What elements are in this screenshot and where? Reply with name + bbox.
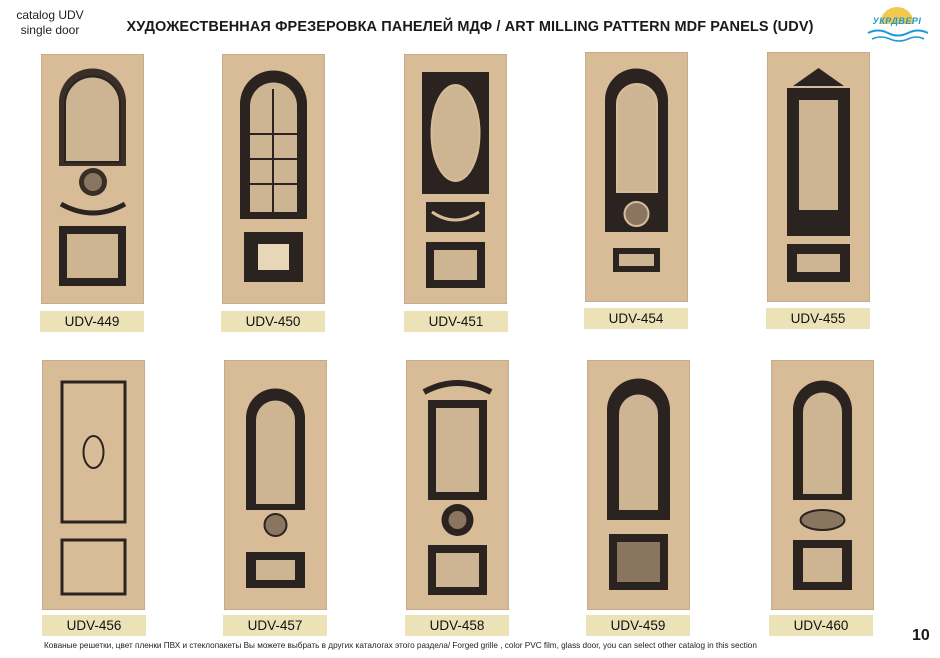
- door-udv-456: [42, 360, 145, 610]
- door-460-illustration: [771, 360, 874, 610]
- door-label: UDV-458: [405, 615, 509, 636]
- sun-logo-icon: [866, 6, 928, 46]
- catalog-line-2: single door: [20, 23, 80, 37]
- door-449-illustration: [41, 54, 144, 304]
- page-number: 10: [912, 627, 930, 644]
- door-udv-450: [222, 54, 325, 304]
- brand-logo: [866, 6, 928, 46]
- door-450-illustration: [222, 54, 325, 304]
- door-label: UDV-459: [586, 615, 690, 636]
- door-451-illustration: [404, 54, 507, 304]
- footer-note: Кованые решетки, цвет пленки ПВХ и стеклопакеты Вы можете выбрать в других каталогах этого раздела/ Forged grille , color PVC film, glass door, you can select other catalog in this section: [44, 641, 757, 650]
- door-457-illustration: [224, 360, 327, 610]
- door-label: UDV-449: [40, 311, 144, 332]
- door-label: UDV-457: [223, 615, 327, 636]
- door-456-illustration: [42, 360, 145, 610]
- door-udv-460: [771, 360, 874, 610]
- door-455-illustration: [767, 52, 870, 302]
- door-udv-451: [404, 54, 507, 304]
- door-label: UDV-454: [584, 308, 688, 329]
- door-454-illustration: [585, 52, 688, 302]
- door-label: UDV-460: [769, 615, 873, 636]
- door-459-illustration: [587, 360, 690, 610]
- door-udv-454: [585, 52, 688, 302]
- door-458-illustration: [406, 360, 509, 610]
- door-label: UDV-455: [766, 308, 870, 329]
- door-label: UDV-451: [404, 311, 508, 332]
- door-label: UDV-450: [221, 311, 325, 332]
- door-udv-455: [767, 52, 870, 302]
- door-udv-449: [41, 54, 144, 304]
- door-udv-459: [587, 360, 690, 610]
- catalog-line-1: catalog UDV: [16, 8, 84, 22]
- logo-text: УКРДВЕРІ: [872, 16, 922, 26]
- page-title: ХУДОЖЕСТВЕННАЯ ФРЕЗЕРОВКА ПАНЕЛЕЙ МДФ / ART MILLING PATTERN MDF PANELS (UDV): [126, 19, 814, 35]
- door-udv-458: [406, 360, 509, 610]
- door-label: UDV-456: [42, 615, 146, 636]
- door-udv-457: [224, 360, 327, 610]
